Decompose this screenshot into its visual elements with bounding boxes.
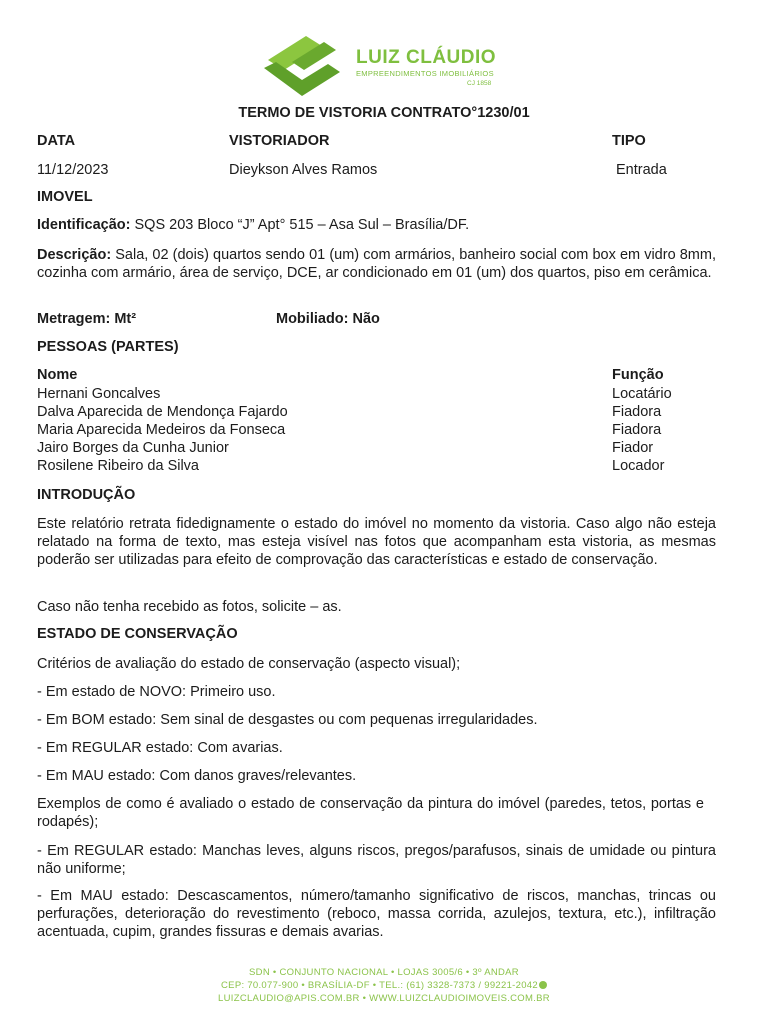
introducao-heading: INTRODUÇÃO xyxy=(37,487,136,503)
criterios-text: Critérios de avaliação do estado de conservação (aspecto visual); xyxy=(37,656,461,672)
vistoriador-label: VISTORIADOR xyxy=(229,133,330,149)
mobiliado: Mobiliado: Não xyxy=(276,311,380,327)
footer-phone: CEP: 70.077-900 • BRASÍLIA-DF • TEL.: (61) 3328-7373 / 99221-2042 xyxy=(221,980,538,991)
imovel-heading: IMOVEL xyxy=(37,189,93,205)
list-item xyxy=(37,403,717,421)
list-item xyxy=(37,385,717,403)
criterio-mau: - Em MAU estado: Com danos graves/relevantes. xyxy=(37,768,357,784)
criterio-regular: - Em REGULAR estado: Com avarias. xyxy=(37,740,283,756)
col-funcao-header: Função xyxy=(612,367,664,383)
pessoa-nome: Hernani Goncalves xyxy=(37,386,161,402)
pessoa-funcao: Locatário xyxy=(612,386,672,402)
pessoas-heading: PESSOAS (PARTES) xyxy=(37,339,179,355)
descricao-label: Descrição: xyxy=(37,247,112,263)
company-subtitle: EMPREENDIMENTOS IMOBILIÁRIOS xyxy=(356,69,494,78)
pessoa-funcao: Fiadora xyxy=(612,404,662,420)
document-title: TERMO DE VISTORIA CONTRATO°1230/01 xyxy=(238,105,530,121)
vistoriador-value: Dieykson Alves Ramos xyxy=(229,162,378,178)
pessoas-list xyxy=(37,385,717,475)
estado-heading: ESTADO DE CONSERVAÇÃO xyxy=(37,626,238,642)
data-label: DATA xyxy=(37,133,76,149)
metragem: Metragem: Mt² xyxy=(37,311,137,327)
descricao-value: Sala, 02 (dois) quartos sendo 01 (um) com armários, banheiro social com box em vidro 8mm, cozinha com armário, área de serviço, DCE, ar condicionado em 01 (um) dos quartos, piso em cerâmica. xyxy=(37,247,716,281)
tipo-value: Entrada xyxy=(616,162,667,178)
pessoa-nome: Jairo Borges da Cunha Junior xyxy=(37,440,229,456)
identificacao-value: SQS 203 Bloco “J” Apt° 515 – Asa Sul – Brasília/DF. xyxy=(130,217,470,233)
footer-contact xyxy=(0,979,768,992)
company-name: LUIZ CLÁUDIO xyxy=(356,47,497,68)
descricao-paragraph xyxy=(37,246,716,282)
criterio-novo: - Em estado de NOVO: Primeiro uso. xyxy=(37,684,276,700)
exemplo-mau: - Em MAU estado: Descascamentos, número/tamanho significativo de riscos, manchas, trincas ou perfurações, deterioração do revestimento (reboco, massa corrida, azulejos, textura, etc.), infiltração acentuada, cupim, grandes fissuras e demais avarias. xyxy=(37,888,716,940)
footer-address: SDN • CONJUNTO NACIONAL • LOJAS 3005/6 • 3º ANDAR xyxy=(249,967,519,978)
introducao-paragraph: Este relatório retrata fidedignamente o estado do imóvel no momento da vistoria. Caso algo não esteja relatado na forma de texto, mas esteja visível nas fotos que acompanham esta vistoria, as mesmas poderão ser utilizadas para efeito de comprovação das características e estado de conservação. xyxy=(37,516,716,568)
pessoa-funcao: Fiador xyxy=(612,440,654,456)
list-item xyxy=(37,439,717,457)
company-registration: CJ 1858 xyxy=(467,80,492,87)
criterio-bom: - Em BOM estado: Sem sinal de desgastes ou com pequenas irregularidades. xyxy=(37,712,538,728)
pessoa-nome: Maria Aparecida Medeiros da Fonseca xyxy=(37,422,286,438)
footer-web: LUIZCLAUDIO@APIS.COM.BR • WWW.LUIZCLAUDIOIMOVEIS.COM.BR xyxy=(218,993,550,1004)
pessoa-funcao: Locador xyxy=(612,458,665,474)
whatsapp-icon xyxy=(539,981,547,989)
exemplos-paragraph: Exemplos de como é avaliado o estado de conservação da pintura do imóvel (paredes, tetos, portas e rodapés); xyxy=(37,796,704,830)
data-value: 11/12/2023 xyxy=(37,162,109,178)
pessoa-nome: Rosilene Ribeiro da Silva xyxy=(37,458,199,474)
list-item xyxy=(37,457,717,475)
identificacao-line xyxy=(37,216,727,234)
col-nome-header: Nome xyxy=(37,367,78,383)
exemplo-regular: - Em REGULAR estado: Manchas leves, alguns riscos, pregos/parafusos, sinais de umidade ou pintura não uniforme; xyxy=(37,843,716,877)
tipo-label: TIPO xyxy=(612,133,646,149)
company-logo-icon xyxy=(262,34,342,98)
pessoa-funcao: Fiadora xyxy=(612,422,662,438)
pessoa-nome: Dalva Aparecida de Mendonça Fajardo xyxy=(37,404,288,420)
identificacao-label: Identificação: xyxy=(37,217,131,233)
list-item xyxy=(37,421,717,439)
introducao-note: Caso não tenha recebido as fotos, solicite – as. xyxy=(37,599,342,615)
